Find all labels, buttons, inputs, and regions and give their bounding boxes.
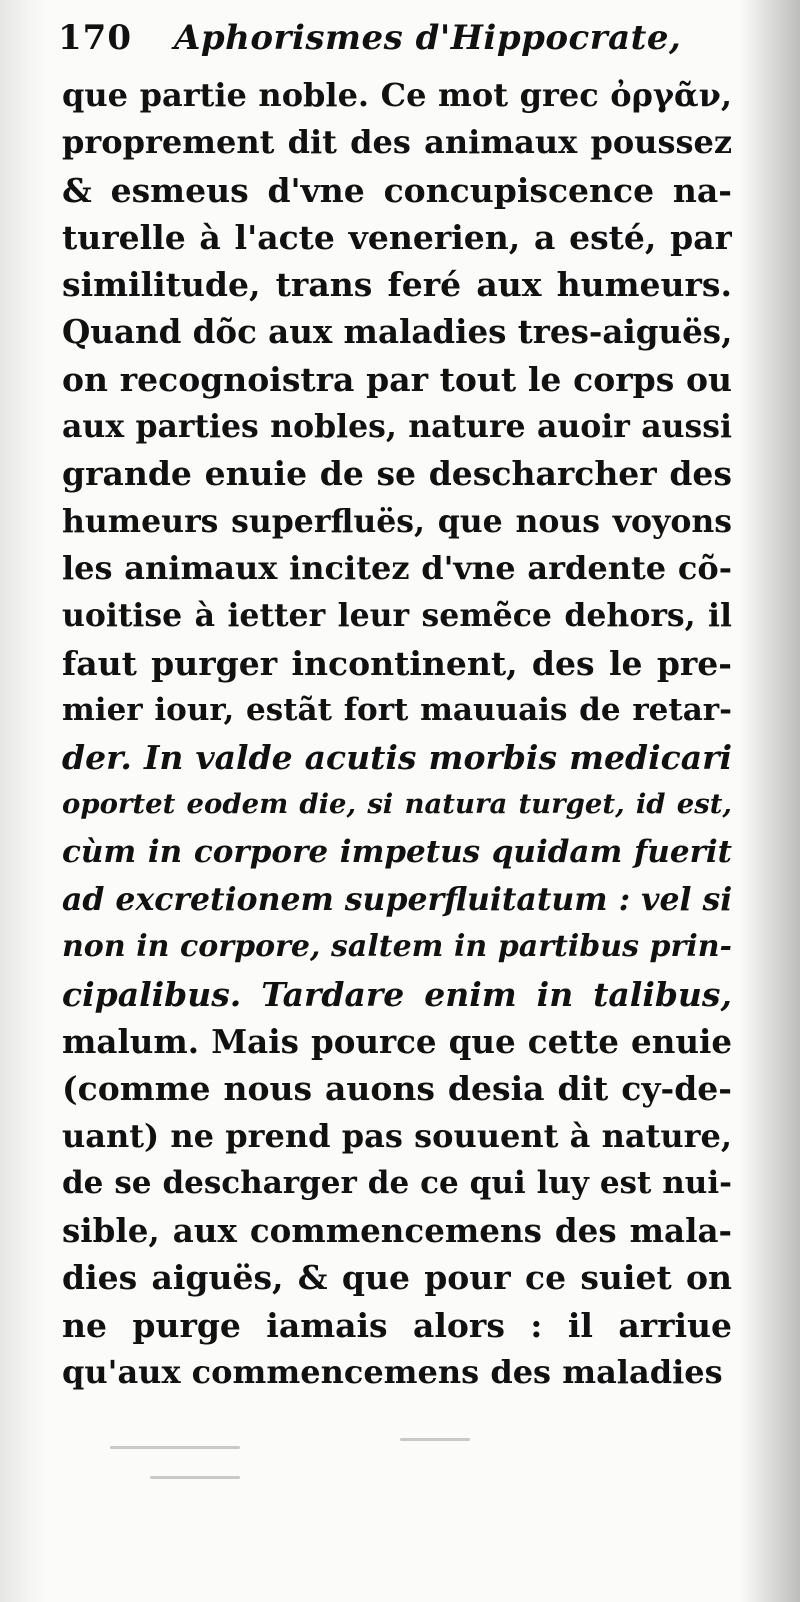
running-head	[58, 18, 682, 76]
text-line: dies aiguës, & que pour ce suiet on	[62, 1258, 732, 1298]
page-edge-shadow	[740, 0, 800, 1602]
text-line: on recognoistra par tout le corps ou	[62, 359, 732, 399]
text-line: ne purge iamais alors : il arriue	[62, 1305, 732, 1345]
text-line: que partie noble. Ce mot grec ὀργᾶν,	[62, 76, 732, 114]
text-line: uoitise à ietter leur semẽce dehors, il	[62, 597, 732, 635]
text-line: proprement dit des animaux poussez	[62, 123, 732, 162]
text-line: de se descharger de ce qui luy est nui-	[62, 1164, 732, 1201]
text-line: cipalibus. Tardare enim in talibus,	[62, 974, 732, 1014]
text-line: (comme nous auons desia dit cy-de-	[62, 1069, 732, 1109]
text-line: cùm in corpore impetus quidam fuerit	[62, 833, 732, 870]
text-line: similitude, trans feré aux humeurs.	[62, 265, 732, 305]
text-line: les animaux incitez d'vne ardente cõ-	[62, 548, 732, 587]
text-line: ad excretionem superfluitatum : vel si	[62, 881, 732, 919]
text-line: non in corpore, saltem in partibus prin-	[62, 929, 732, 965]
text-line: uant) ne prend pas souuent à nature,	[62, 1116, 732, 1155]
text-line: humeurs superfluës, que nous voyons	[62, 502, 732, 540]
text-line: mier iour, estãt fort mauuais de retar-	[62, 691, 732, 728]
page-number: 170	[58, 18, 132, 58]
text-line: oportet eodem die, si natura turget, id est,	[62, 788, 732, 821]
text-line: qu'aux commencemens des maladies	[62, 1353, 723, 1392]
text-line: grande enuie de se descharcher des	[62, 454, 732, 494]
bleed-mark	[400, 1438, 470, 1441]
text-line: Quand dõc aux maladies tres-aiguës,	[62, 312, 732, 352]
running-title: Aphorismes d'Hippocrate,	[173, 18, 682, 58]
text-line: faut purger incontinent, des le pre-	[62, 643, 732, 683]
text-line: sible, aux commencemens des mala-	[62, 1211, 732, 1251]
text-line: turelle à l'acte venerien, a esté, par	[62, 217, 732, 257]
text-line: aux parties nobles, nature auoir aussi	[62, 408, 732, 446]
text-line: malum. Mais pource que cette enuie	[62, 1021, 732, 1061]
print-bleed-marks	[90, 1418, 690, 1568]
bleed-mark	[150, 1476, 240, 1479]
page-gutter-shadow	[0, 0, 46, 1602]
body-text	[62, 72, 732, 1396]
text-line: & esmeus d'vne concupiscence na-	[62, 170, 732, 210]
bleed-mark	[110, 1446, 240, 1449]
text-line: der. In valde acutis morbis medicari	[62, 738, 732, 778]
